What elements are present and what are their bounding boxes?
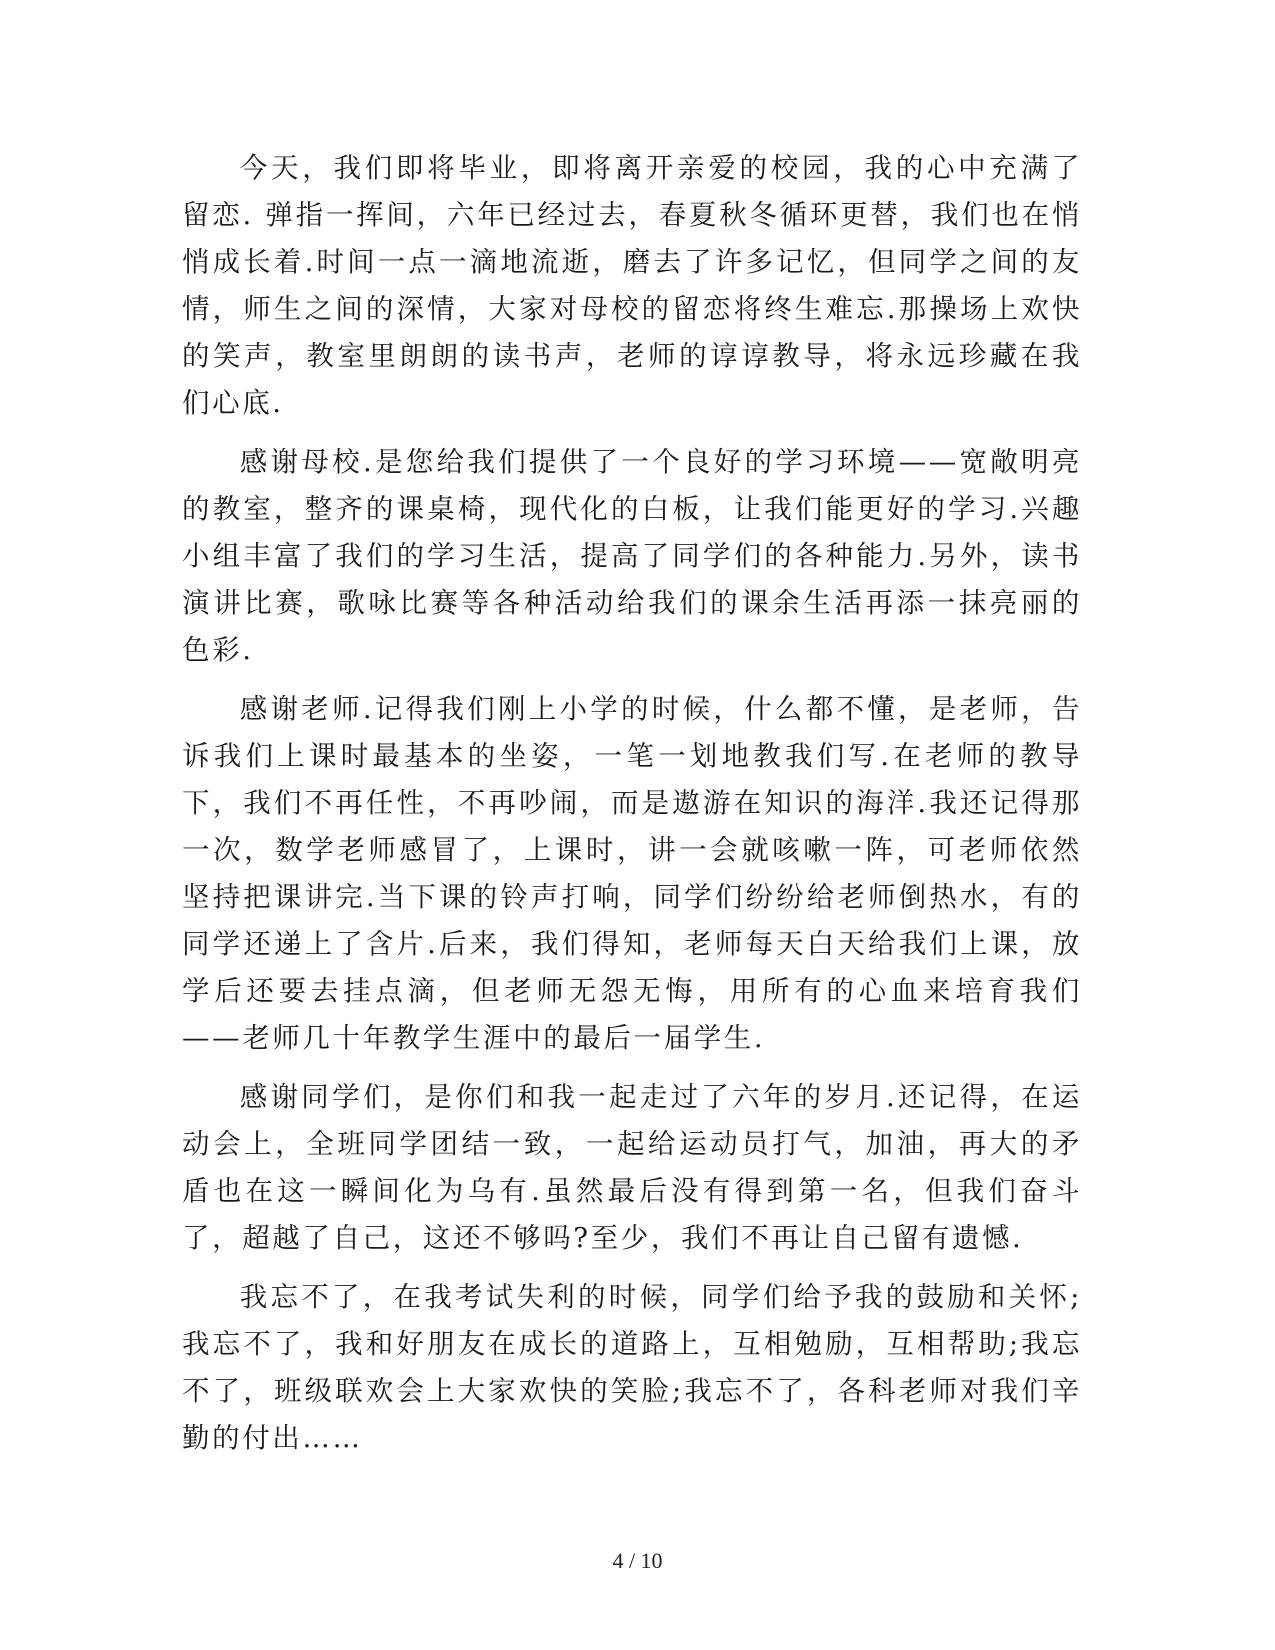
paragraph-thank-teachers: 感谢老师.记得我们刚上小学的时候，什么都不懂，是老师，告诉我们上课时最基本的坐姿，一笔一划地教我们写.在老师的教导下，我们不再任性，不再吵闹，而是遨游在知识的海洋.我还记得那一次，数学老师感冒了，上课时，讲一会就咳嗽一阵，可老师依然坚持把课讲完.当下课的铃声打响，同学们纷纷给老师倒热水，有的同学还递上了含片.后来，我们得知，老师每天白天给我们上课，放学后还要去挂点滴，但老师无怨无悔，用所有的心血来培育我们——老师几十年教学生涯中的最后一届学生. (182, 693, 1082, 1054)
document-body (182, 145, 1082, 1474)
paragraph-memories: 我忘不了，在我考试失利的时候，同学们给予我的鼓励和关怀;我忘不了，我和好朋友在成长的道路上，互相勉励，互相帮助;我忘不了，班级联欢会上大家欢快的笑脸;我忘不了，各科老师对我们辛勤的付出…… (182, 1281, 1082, 1454)
paragraph-farewell: 今天，我们即将毕业，即将离开亲爱的校园，我的心中充满了留恋. 弹指一挥间，六年已经过去，春夏秋冬循环更替，我们也在悄悄成长着.时间一点一滴地流逝，磨去了许多记忆，但同学之间的友情，师生之间的深情，大家对母校的留恋将终生难忘.那操场上欢快的笑声，教室里朗朗的读书声，老师的谆谆教导，将永远珍藏在我们心底. (182, 152, 1082, 419)
paragraph-thank-classmates: 感谢同学们，是你们和我一起走过了六年的岁月.还记得，在运动会上，全班同学团结一致，一起给运动员打气，加油，再大的矛盾也在这一瞬间化为乌有.虽然最后没有得到第一名，但我们奋斗了，超越了自己，这还不够吗?至少，我们不再让自己留有遗憾. (182, 1081, 1082, 1254)
paragraph-thank-school: 感谢母校.是您给我们提供了一个良好的学习环境——宽敞明亮的教室，整齐的课桌椅，现代化的白板，让我们能更好的学习.兴趣小组丰富了我们的学习生活，提高了同学们的各种能力.另外，读书演讲比赛，歌咏比赛等各种活动给我们的课余生活再添一抹亮丽的色彩. (182, 446, 1082, 666)
page-number: 4 / 10 (612, 1548, 663, 1573)
